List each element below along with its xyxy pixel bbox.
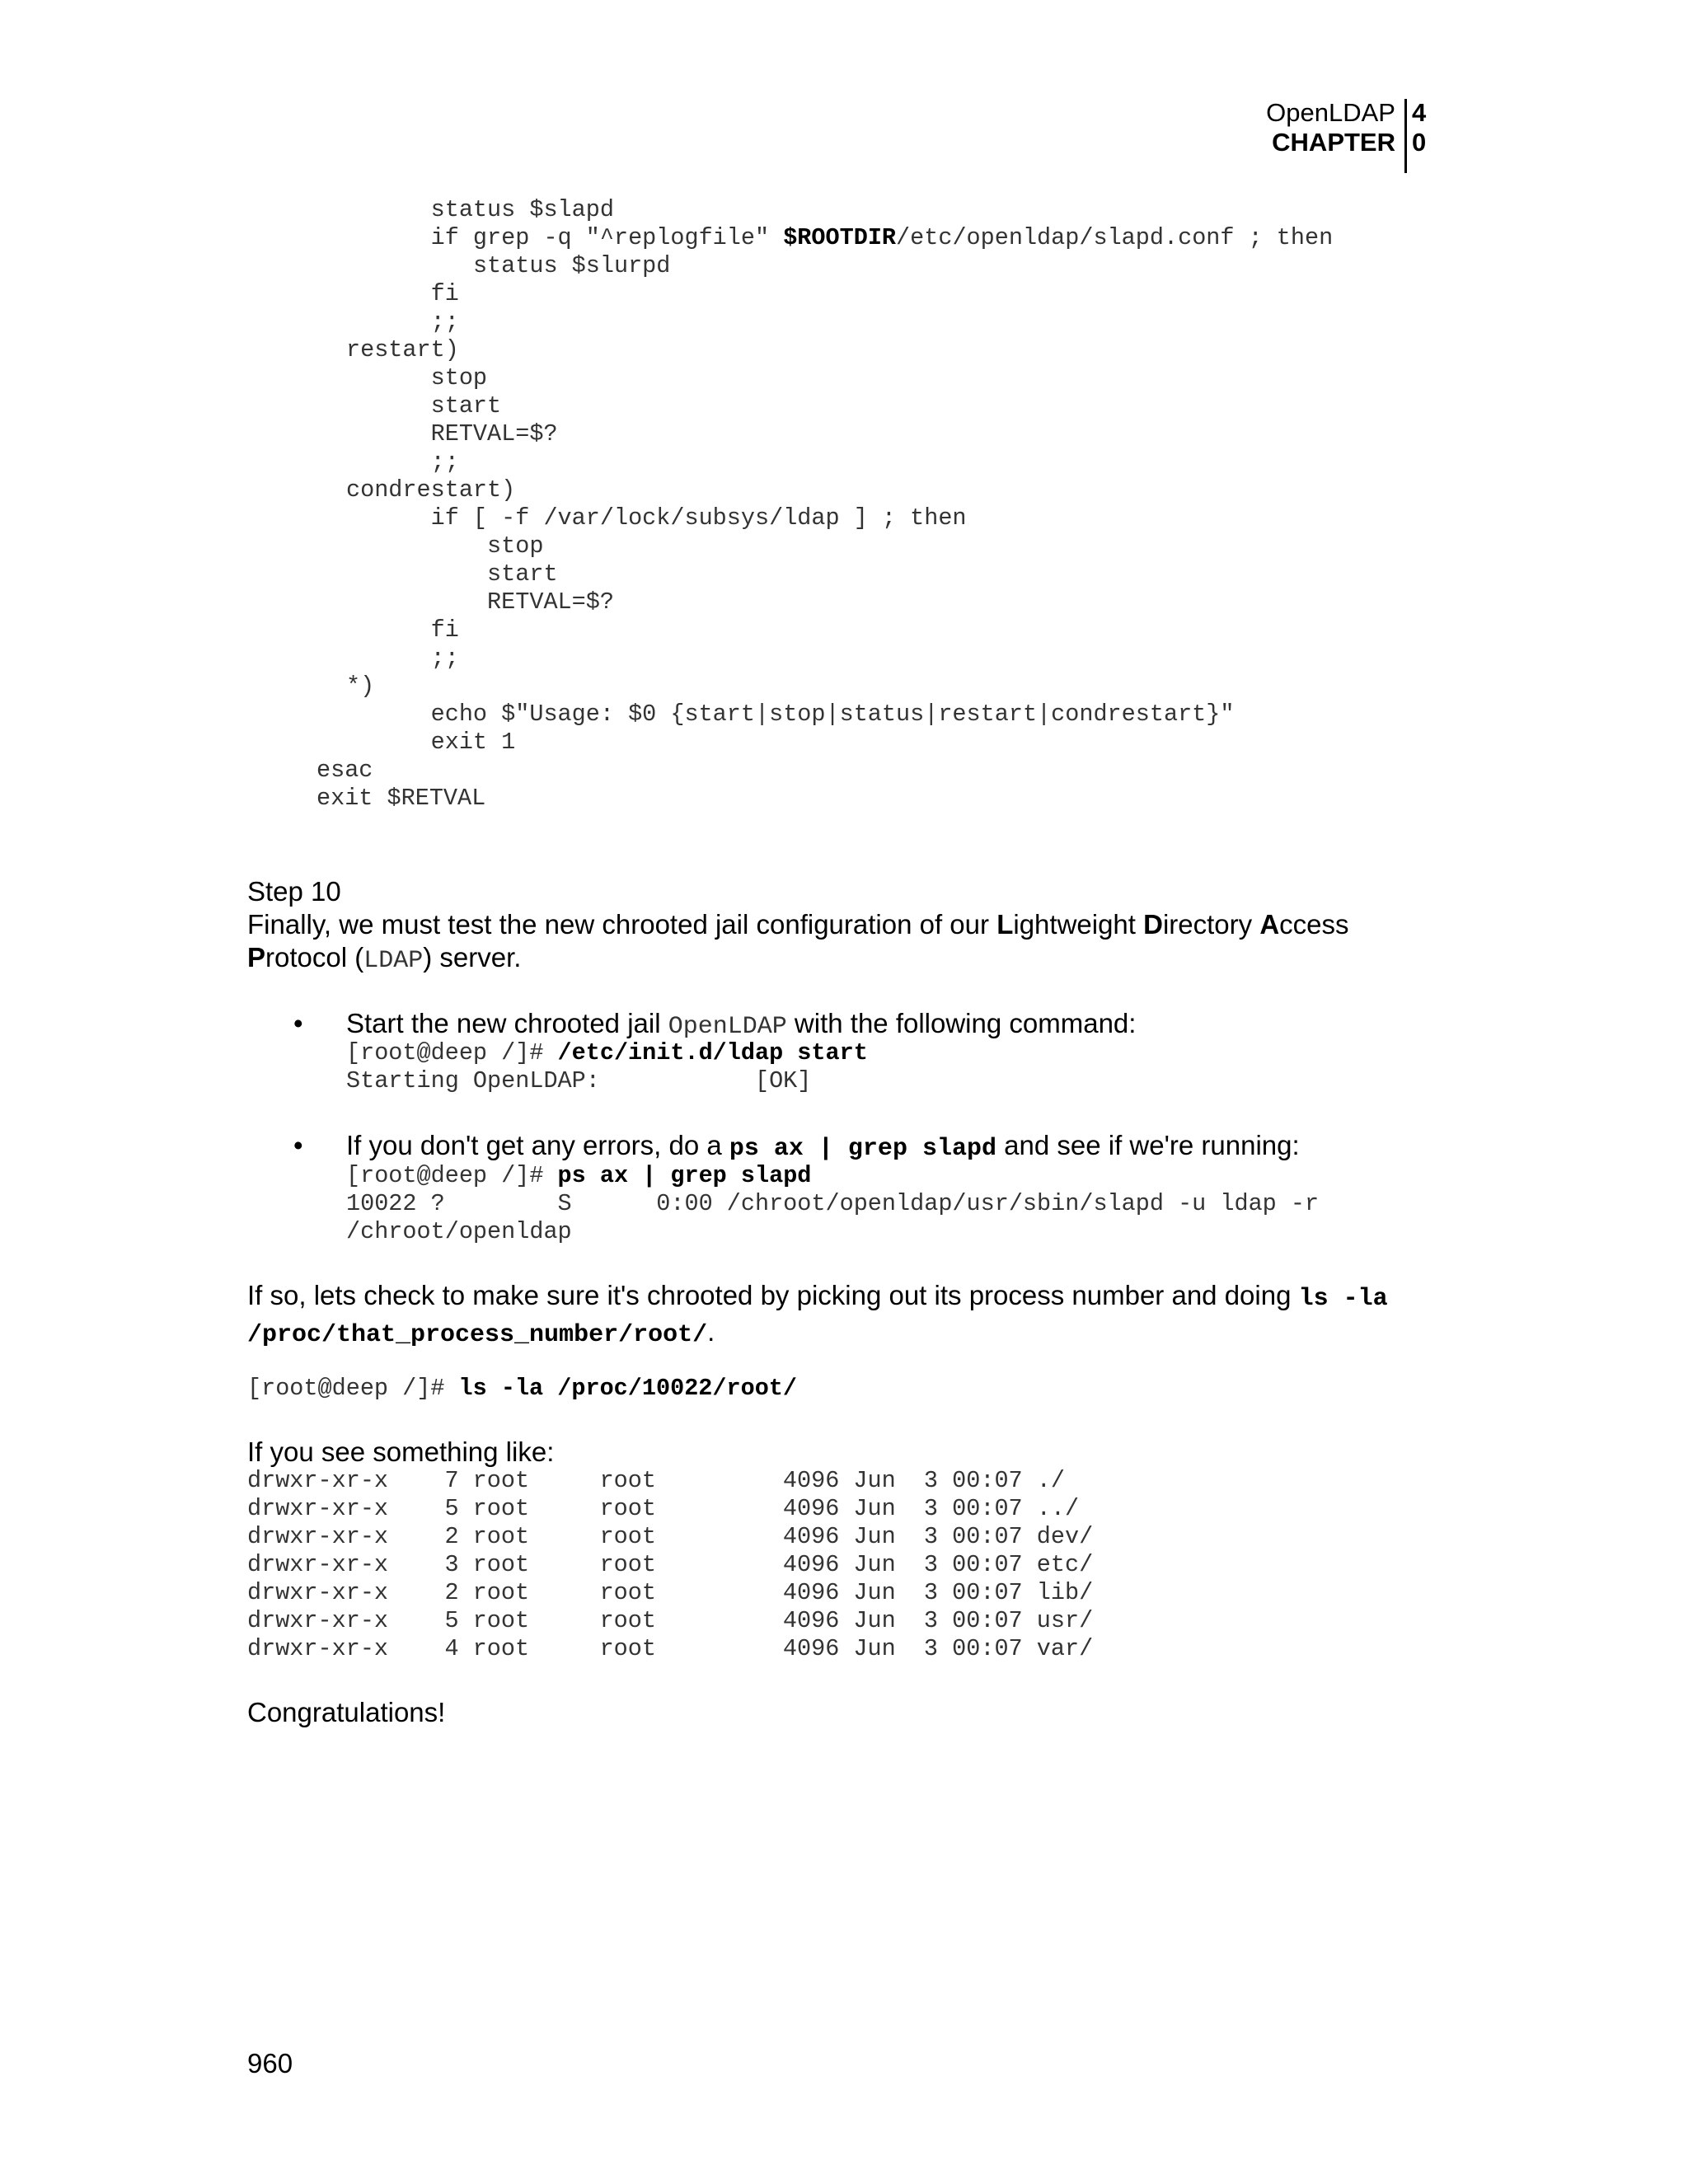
script-line-text: *): [346, 673, 375, 700]
script-line-text: stop: [487, 532, 544, 560]
script-line: [346, 224, 1333, 252]
para2-code-1: ls -la: [1298, 1285, 1388, 1313]
bullet-1-text: [346, 1007, 1136, 1043]
script-line: [346, 252, 1333, 280]
intro-letter-l: L: [996, 909, 1014, 940]
script-line: [346, 476, 1333, 504]
script-line: [316, 757, 1333, 785]
bullet-2-prompt: [root@deep /]#: [346, 1162, 558, 1189]
script-line: [346, 729, 1333, 757]
listing-row: drwxr-xr-x 4 root root 4096 Jun 3 00:07 var/: [247, 1635, 1094, 1662]
script-line-text: RETVAL=$?: [430, 420, 558, 448]
bullet-2-output-1: 10022 ? S 0:00 /chroot/openldap/usr/sbin/slapd -u ldap -r: [346, 1190, 1320, 1217]
script-line: [346, 560, 1333, 588]
script-line: [346, 504, 1333, 532]
bullet-2-text: [346, 1129, 1300, 1165]
script-line-text: status $slurpd: [472, 252, 671, 279]
script-line: [346, 448, 1333, 476]
intro-letter-a: A: [1259, 909, 1280, 940]
chroot-check-paragraph: [247, 1279, 1434, 1352]
congratulations-text: Congratulations!: [247, 1697, 446, 1727]
para2-text: If so, lets check to make sure it's chrooted by picking out its process number and doing: [247, 1280, 1299, 1310]
header-divider: [1404, 99, 1407, 173]
listing-row: drwxr-xr-x 7 root root 4096 Jun 3 00:07 ./: [247, 1467, 1065, 1494]
script-line: [346, 364, 1333, 392]
listing-row: drwxr-xr-x 5 root root 4096 Jun 3 00:07 ../: [247, 1495, 1080, 1522]
listing-row: drwxr-xr-x 2 root root 4096 Jun 3 00:07 lib/: [247, 1579, 1094, 1606]
bullet-1-code: OpenLDAP: [668, 1013, 787, 1041]
script-line-text: start: [430, 392, 502, 419]
bullet-1-output: Starting OpenLDAP: [OK]: [346, 1067, 812, 1094]
directory-listing: [247, 1467, 1093, 1663]
header-title: OpenLDAP: [1266, 98, 1395, 127]
para2-code-2: /proc/that_process_number/root/: [247, 1321, 708, 1349]
see-text: If you see something like:: [247, 1436, 555, 1467]
script-line-text: RETVAL=$?: [487, 588, 614, 616]
intro-letter-d: D: [1143, 909, 1163, 940]
step-heading: Step 10: [247, 876, 341, 907]
bullet-2-code: ps ax | grep slapd: [729, 1135, 996, 1163]
intro-irectory: irectory: [1162, 909, 1260, 940]
script-line-text: exit 1: [430, 729, 516, 756]
intro-ldap-code: LDAP: [363, 947, 424, 975]
page-number: 960: [247, 2048, 293, 2079]
bullet-dot-2: •: [293, 1130, 303, 1160]
script-line-text: if grep -q "^replogfile": [430, 224, 784, 251]
script-line: [346, 616, 1333, 644]
intro-letter-p: P: [247, 942, 266, 972]
script-line-text: if [ -f /var/lock/subsys/ldap ] ; then: [430, 504, 967, 532]
script-line-text: esac: [316, 757, 373, 784]
script-line: [346, 588, 1333, 616]
cmd3-prompt: [root@deep /]#: [247, 1375, 459, 1402]
script-line-text: echo $"Usage: $0 {start|stop|status|restart|condrestart}": [430, 701, 1235, 728]
bullet-1-prompt: [root@deep /]#: [346, 1039, 558, 1066]
ls-command-line: [247, 1375, 797, 1403]
bullet-2-command: ps ax | grep slapd: [557, 1162, 812, 1189]
script-line-text: start: [487, 560, 558, 588]
script-line: [346, 392, 1333, 420]
cmd3-command: ls -la /proc/10022/root/: [458, 1375, 798, 1402]
running-header: [935, 97, 1430, 173]
intro-server-end: ) server.: [423, 942, 522, 972]
script-line: [346, 308, 1333, 336]
bullet-1-command: /etc/init.d/ldap start: [557, 1039, 868, 1066]
script-line: [316, 785, 1333, 813]
script-line-text: condrestart): [346, 476, 516, 504]
bullet-2-command-block: [346, 1162, 1319, 1246]
listing-row: drwxr-xr-x 2 root root 4096 Jun 3 00:07 dev/: [247, 1523, 1094, 1550]
script-line-text: exit $RETVAL: [316, 785, 486, 812]
script-line-text: fi: [430, 280, 459, 307]
bullet-1-text-b: with the following command:: [786, 1008, 1137, 1038]
script-line-text: stop: [430, 364, 488, 391]
bullet-1-text-a: Start the new chrooted jail: [346, 1008, 668, 1038]
bullet-2-output-2: /chroot/openldap: [346, 1218, 572, 1245]
script-line-text: ;;: [430, 448, 459, 476]
script-line: [346, 673, 1333, 701]
script-line: [346, 420, 1333, 448]
bullet-dot-1: •: [293, 1008, 303, 1038]
intro-ccess: ccess: [1279, 909, 1349, 940]
header-chapter-label: CHAPTER: [1272, 128, 1395, 157]
script-line: [346, 532, 1333, 560]
header-chapter-number-2: 0: [1412, 128, 1427, 157]
listing-row: drwxr-xr-x 5 root root 4096 Jun 3 00:07 usr/: [247, 1607, 1094, 1634]
intro-rotocol: rotocol (: [265, 942, 364, 972]
step-intro: [247, 908, 1418, 977]
intro-ightweight: ightweight: [1013, 909, 1144, 940]
bullet-2-text-b: and see if we're running:: [996, 1130, 1300, 1160]
script-line: [346, 280, 1333, 308]
script-line-bold: $ROOTDIR: [783, 224, 897, 251]
script-line-text: ;;: [430, 644, 459, 672]
script-line-text: fi: [430, 616, 459, 644]
bullet-2-text-a: If you don't get any errors, do a: [346, 1130, 729, 1160]
script-line-text: status $slapd: [430, 196, 614, 223]
script-line: [346, 336, 1333, 364]
script-line: [346, 196, 1333, 224]
listing-row: drwxr-xr-x 3 root root 4096 Jun 3 00:07 etc/: [247, 1551, 1094, 1578]
init-script-code: [316, 196, 1334, 813]
bullet-1-command-block: [346, 1039, 868, 1095]
intro-text: Finally, we must test the new chrooted jail configuration of our: [247, 909, 997, 940]
script-line: [346, 644, 1333, 673]
script-line: [346, 701, 1333, 729]
script-line-rest: /etc/openldap/slapd.conf ; then: [896, 224, 1334, 251]
header-chapter-number-1: 4: [1412, 98, 1427, 127]
script-line-text: ;;: [430, 308, 459, 335]
para2-end: .: [707, 1316, 715, 1347]
script-line-text: restart): [346, 336, 459, 363]
